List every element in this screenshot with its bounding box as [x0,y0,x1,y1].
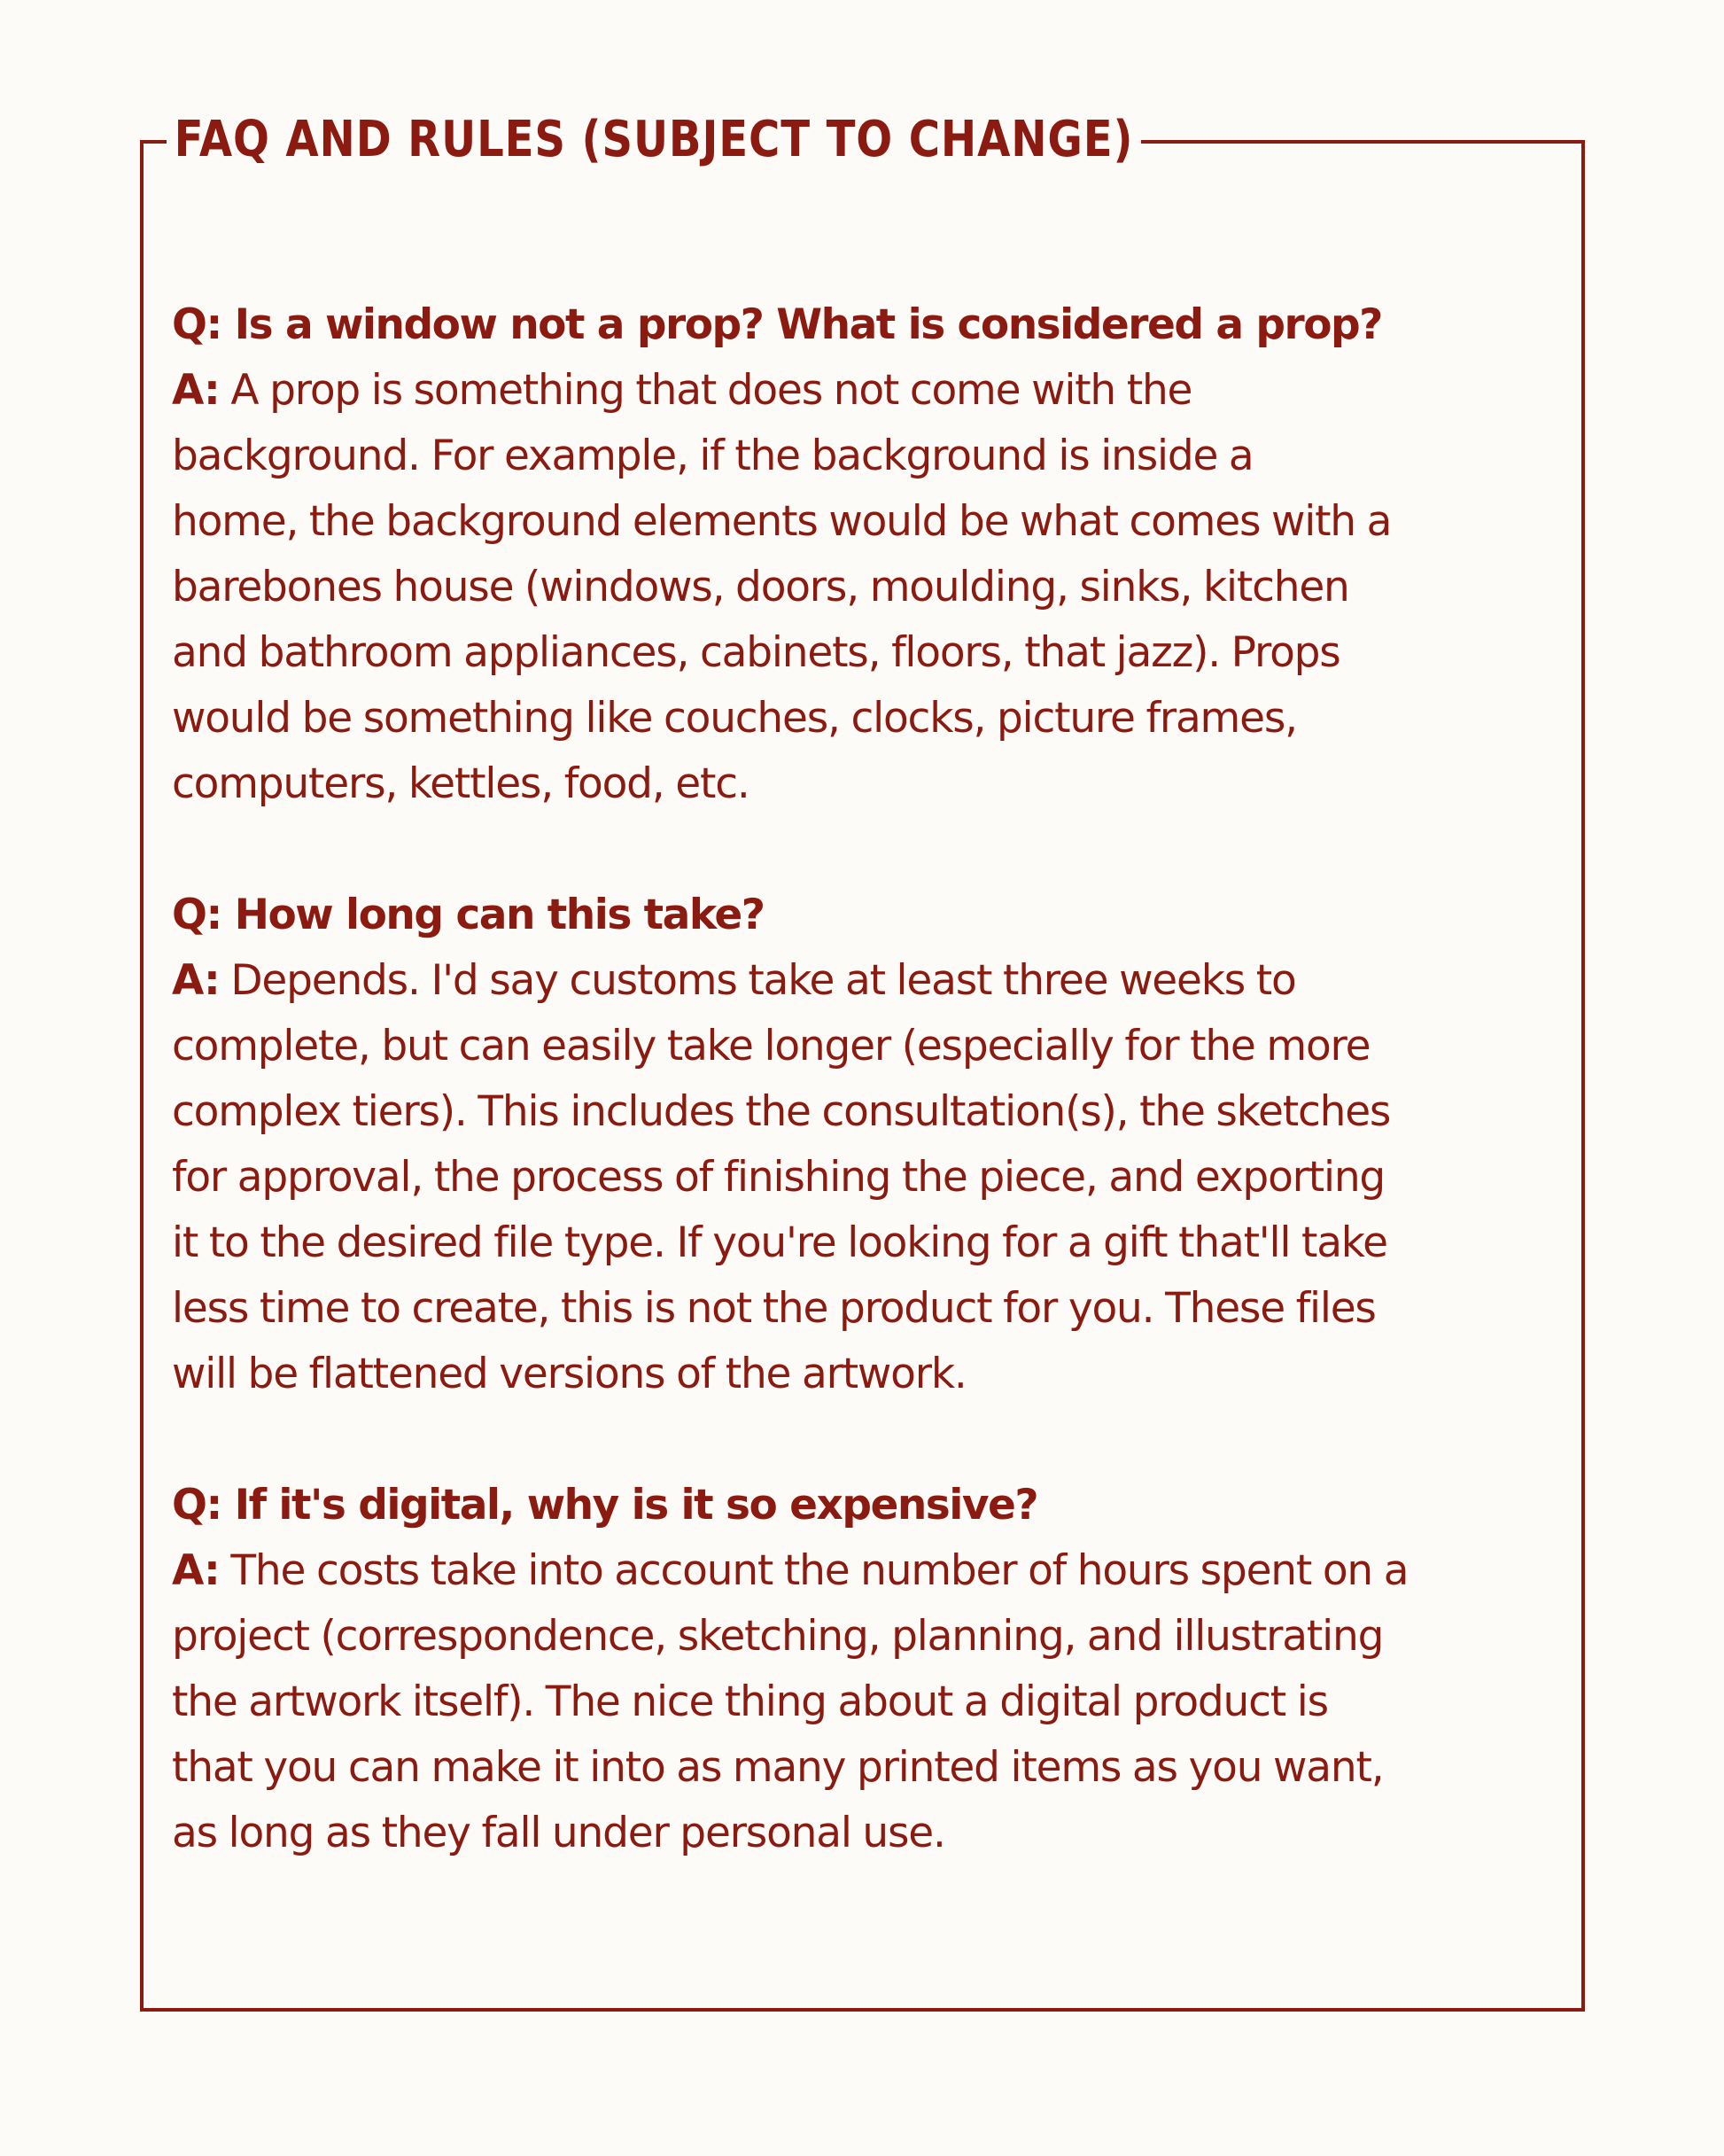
faq-answer-line: less time to create, this is not the product for you. These files [172,1284,1376,1333]
faq-item-duration [172,883,1563,1407]
faq-answer-line: for approval, the process of finishing the piece, and exporting [172,1153,1386,1202]
faq-answer-text: A prop is something that does not come with the [230,366,1192,415]
faq-answer-line: barebones house (windows, doors, moulding, sinks, kitchen [172,563,1349,611]
faq-answer-line: it to the desired file type. If you're looking for a gift that'll take [172,1218,1387,1267]
faq-item-prop [172,292,1563,817]
answer-label: A: [172,956,220,1005]
faq-answer-line: background. For example, if the background is inside a [172,432,1254,480]
page-title: FAQ AND RULES (SUBJECT TO CHANGE) [167,105,1141,175]
faq-answer-line [172,1538,1563,1604]
faq-answer-line: project (correspondence, sketching, planning, and illustrating [172,1612,1384,1661]
answer-label: A: [172,1546,220,1595]
faq-answer-line: complete, but can easily take longer (especially for the more [172,1022,1371,1070]
answer-label: A: [172,366,220,415]
faq-answer-line: the artwork itself). The nice thing about a digital product is [172,1677,1328,1726]
faq-answer-line [172,948,1563,1014]
faq-list [172,292,1563,1932]
faq-item-cost [172,1473,1563,1866]
faq-answer-line: and bathroom appliances, cabinets, floors, that jazz). Props [172,628,1340,677]
faq-answer-line: computers, kettles, food, etc. [172,759,749,808]
faq-question: Q: Is a window not a prop? What is considered a prop? [172,300,1382,349]
faq-answer-line [172,358,1563,424]
faq-answer-line: home, the background elements would be what comes with a [172,497,1392,546]
faq-question: Q: If it's digital, why is it so expensive? [172,1481,1038,1529]
faq-answer-text: Depends. I'd say customs take at least three weeks to [230,956,1296,1005]
faq-answer-line: as long as they fall under personal use. [172,1809,945,1857]
faq-answer-text: The costs take into account the number of hours spent on a [230,1546,1409,1595]
faq-answer-line: would be something like couches, clocks, picture frames, [172,694,1297,743]
faq-answer-line: will be flattened versions of the artwork. [172,1350,967,1398]
faq-answer-line: complex tiers). This includes the consultation(s), the sketches [172,1087,1391,1136]
faq-question: Q: How long can this take? [172,891,765,939]
faq-answer-line: that you can make it into as many printed items as you want, [172,1743,1384,1792]
